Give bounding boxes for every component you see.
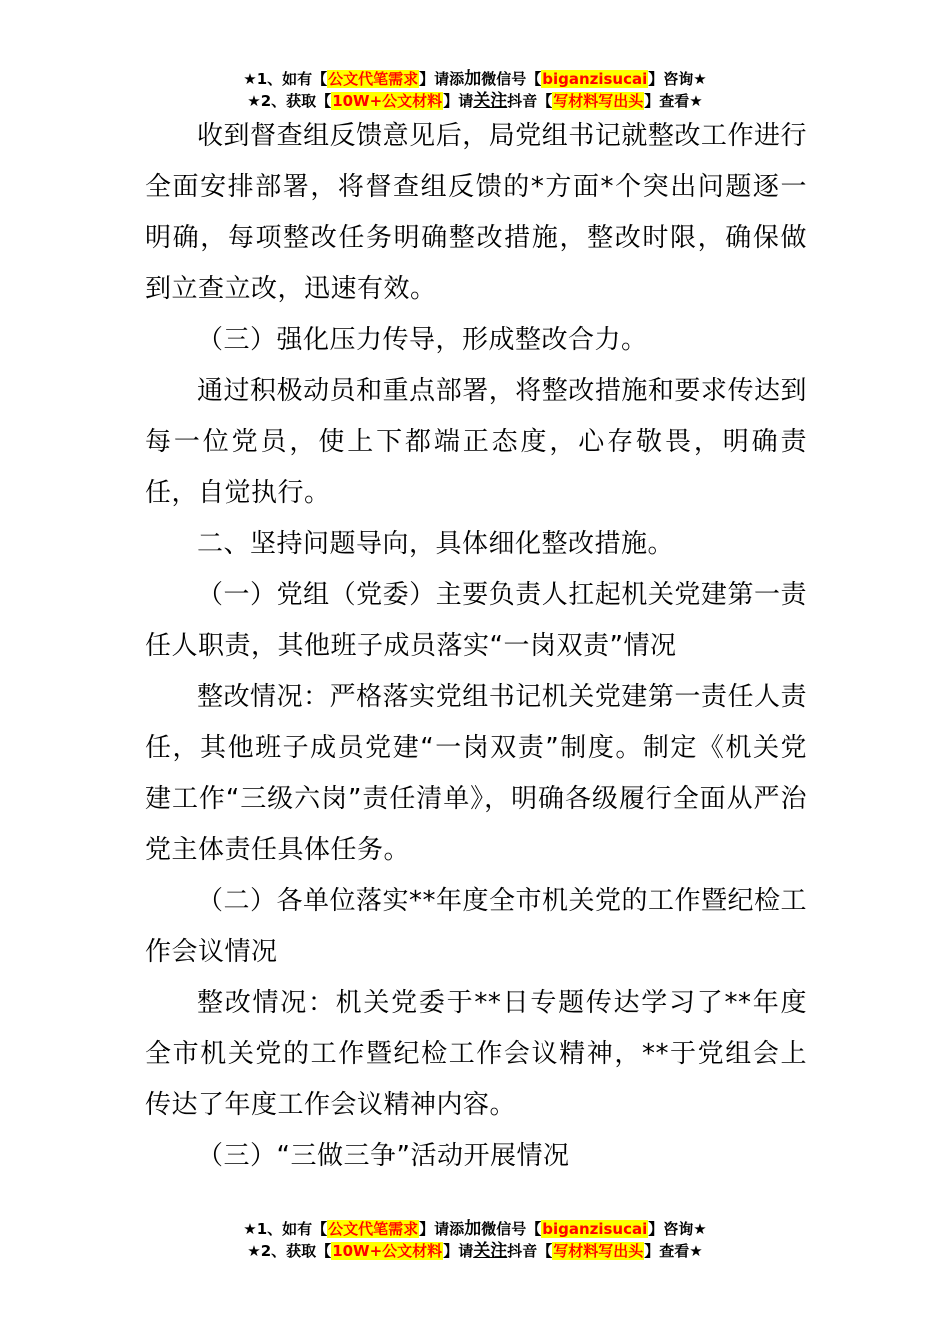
highlight-materials: 10W+公文材料 [332,1242,443,1260]
paragraph: 收到督查组反馈意见后，局党组书记就整改工作进行全面安排部署，将督查组反馈的*方面*个突出问题逐一明确，每项整改任务明确整改措施，整改时限，确保做到立查立改，迅速有效。 [145,121,807,304]
section-heading: 二、坚持问题导向，具体细化整改措施。 [197,529,675,559]
highlight-douyin: 写材料写出头 [553,1242,644,1260]
highlight-service: 公文代笔需求 [328,70,419,88]
paragraph: 整改情况：严格落实党组书记机关党建第一责任人责任，其他班子成员党建“一岗双责”制度。制定《机关党建工作“三级六岗”责任清单》，明确各级履行全面从严治党主体责任具体任务。 [145,682,807,865]
highlight-wechat-id: biganzisucai [542,70,648,88]
subsection-heading: （三）“三做三争”活动开展情况 [197,1141,570,1171]
highlight-service: 公文代笔需求 [328,1220,419,1238]
paragraph: 通过积极动员和重点部署，将整改措施和要求传达到每一位党员，使上下都端正态度，心存敬畏，明确责任，自觉执行。 [145,376,807,508]
promo-line-2: ★2、获取【10W+公文材料】请关注抖音【写材料写出头】查看★ [247,1241,703,1261]
promo-banner-top [0,68,950,112]
subsection-heading: （二）各单位落实**年度全市机关党的工作暨纪检工作会议情况 [145,886,808,967]
promo-banner-bottom [0,1218,950,1262]
promo-line-2: ★2、获取【10W+公文材料】请关注抖音【写材料写出头】查看★ [247,91,703,111]
document-body [145,111,807,1182]
section-heading: （三）强化压力传导，形成整改合力。 [197,325,648,355]
highlight-wechat-id: biganzisucai [542,1220,648,1238]
highlight-douyin: 写材料写出头 [553,92,644,110]
promo-line-1: ★1、如有【公文代笔需求】请添加微信号【biganzisucai】咨询★ [243,1219,707,1239]
promo-line-1: ★1、如有【公文代笔需求】请添加微信号【biganzisucai】咨询★ [243,69,707,89]
subsection-heading: （一）党组（党委）主要负责人扛起机关党建第一责任人职责，其他班子成员落实“一岗双责”情况 [145,580,807,661]
highlight-materials: 10W+公文材料 [332,92,443,110]
paragraph: 整改情况：机关党委于**日专题传达学习了**年度全市机关党的工作暨纪检工作会议精神，**于党组会上传达了年度工作会议精神内容。 [145,988,807,1120]
